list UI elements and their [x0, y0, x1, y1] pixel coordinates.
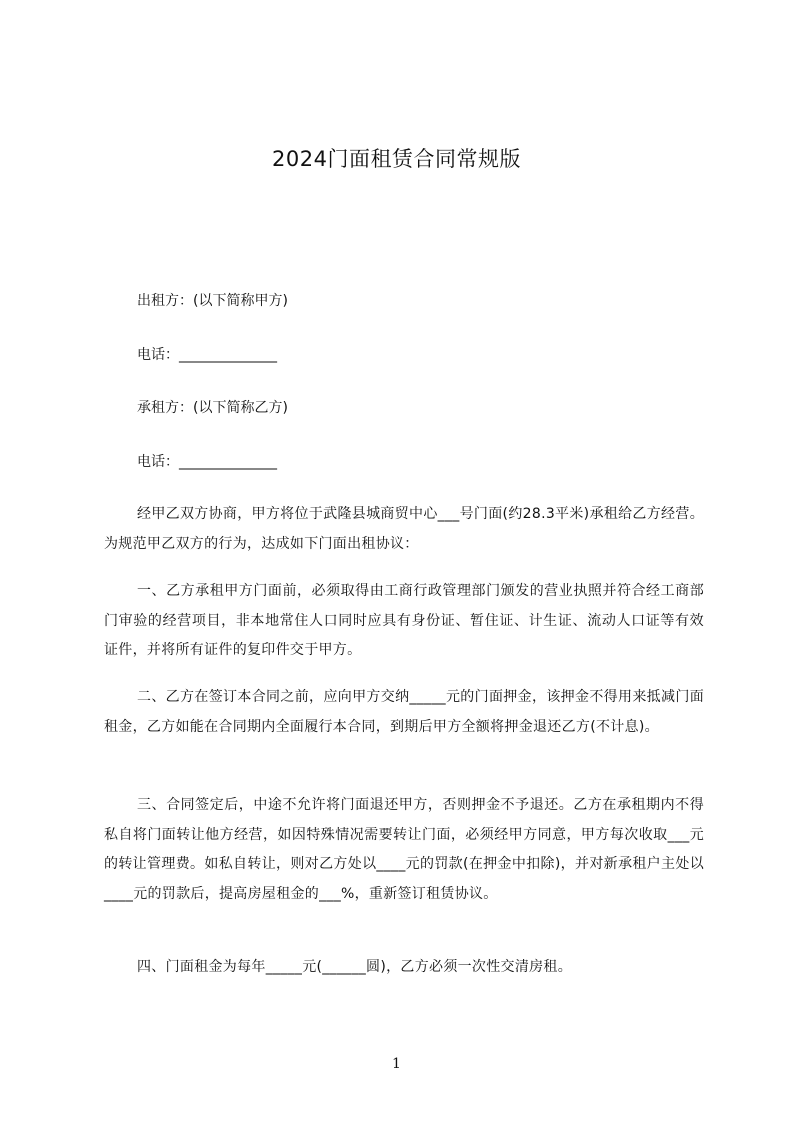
clause-2-paragraph: 二、乙方在签订本合同之前，应向甲方交纳_____元的门面押金，该押金不得用来抵减门面租金，乙方如能在合同期内全面履行本合同，到期后甲方全额将押金退还乙方(不计息)。 [104, 689, 704, 735]
clause-1-paragraph: 一、乙方承租甲方门面前，必须取得由工商行政管理部门颁发的营业执照并符合经工商部门审验的经营项目，非本地常住人口同时应具有身份证、暂住证、计生证、流动人口证等有效证件，并将所有证件的复印件交于甲方。 [104, 583, 704, 658]
clause-3-paragraph: 三、合同签定后，中途不允许将门面退还甲方，否则押金不予退还。乙方在承租期内不得私自将门面转让他方经营，如因特殊情况需要转让门面，必须经甲方同意，甲方每次收取___元的转让管理费。如私自转让，则对乙方处以____元的罚款(在押金中扣除)，并对新承租户主处以____元的罚款后，提高房屋租金的___%，重新签订租赁协议。 [104, 797, 704, 902]
lessor-line: 出租方：(以下简称甲方) [137, 293, 288, 309]
lessee-line: 承租方：(以下简称乙方) [137, 400, 288, 416]
clause-4-paragraph: 四、门面租金为每年_____元(______圆)，乙方必须一次性交清房租。 [137, 959, 573, 975]
document-title: 2024门面租赁合同常规版 [272, 147, 521, 171]
lessee-phone-line: 电话：______________ [137, 454, 277, 470]
page-number: 1 [392, 1056, 401, 1072]
intro-paragraph: 经甲乙双方协商，甲方将位于武隆县城商贸中心___号门面(约28.3平米)承租给乙方经营。为规范甲乙双方的行为，达成如下门面出租协议： [104, 506, 704, 552]
lessor-phone-line: 电话：______________ [137, 347, 277, 363]
